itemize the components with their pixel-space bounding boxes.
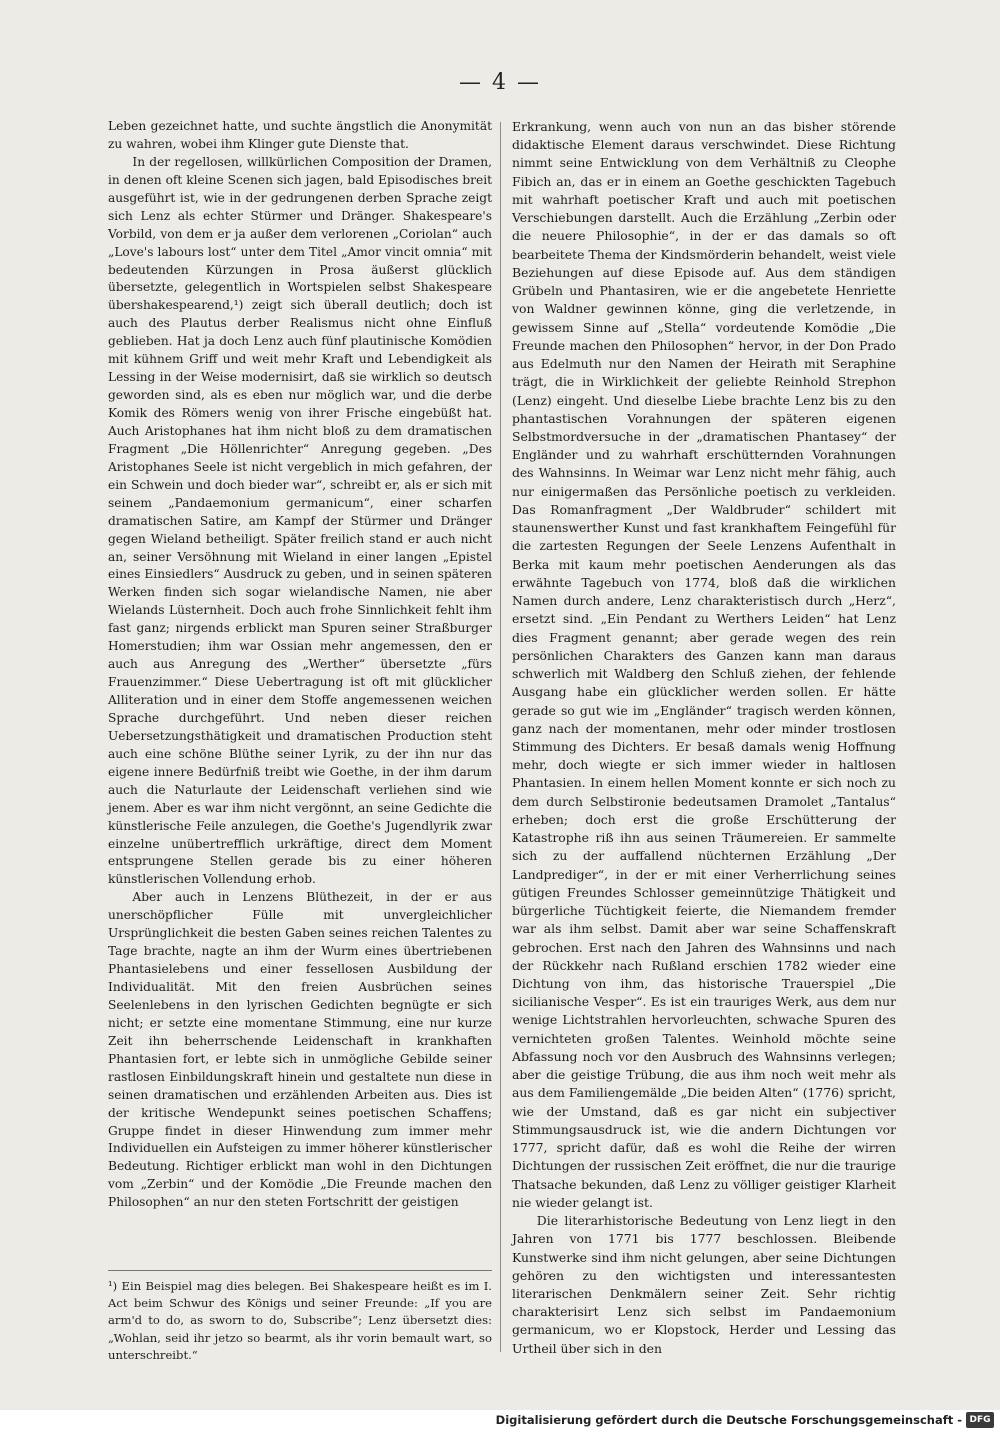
left-column (108, 118, 492, 1212)
paragraph: Die literarhistorische Bedeutung von Lenz liegt in den Jahren von 1771 bis 1777 beschlossen. Bleibende Kunstwerke sind ihm nicht gelungen, aber seine Dichtungen gehören zu den wichtigsten und interessantesten literarischen Denkmälern seiner Zeit. Sehr richtig charakterisirt Lenz sich selbst im Pandaemonium germanicum, wo er Klopstock, Herder und Lessing das Urtheil über sich in den (512, 1213, 896, 1356)
paragraph: Leben gezeichnet hatte, und suchte ängstlich die Anonymität zu wahren, wobei ihm Klinger gute Dienste that. (108, 119, 492, 151)
paragraph: Erkrankung, wenn auch von nun an das bisher störende didaktische Element daraus verschwindet. Diese Richtung nimmt seine Entwicklung von dem Verhältniß zu Cleophe Fibich an, das er in einem an Goethe geschickten Tagebuch mit wahrhaft poetischer Kraft und auch mit poetischen Verschiebungen darstellt. Auch die Erzählung „Zerbin oder die neuere Philosophie“, in der er das damals so oft bearbeitete Thema der Kindsmörderin behandelt, weist viele Beziehungen auf diese Episode auf. Aus dem ständigen Grübeln und Phantasiren, wie er die angebetete Henriette von Waldner gewinnen könne, ging die verletzende, in gewissem Sinne auf „Stella“ vordeutende Komödie „Die Freunde machen den Philosophen“ hervor, in der Don Prado aus Edelmuth nur den Namen der Heirath mit Seraphine trägt, die in Wirklichkeit der geliebte Reinhold Strephon (Lenz) eingeht. Und dieselbe Liebe brachte Lenz bis zu den phantastischen Vorahnungen der späteren eigenen Selbstmordversuche in der „dramatischen Phantasey“ der Engländer und zu wahrhaft erschütternden Vorahnungen des Wahnsinns. In Weimar war Lenz nicht mehr fähig, auch nur einigermaßen das Persönliche poetisch zu verkleiden. Das Romanfragment „Der Waldbruder“ schildert mit staunenswerther Kunst und fast krankhaftem Feingefühl für die zartesten Regungen der Seele Lenzens Aufenthalt in Berka mit kaum mehr poetischen Aenderungen als das erwähnte Tagebuch von 1774, bloß daß die wirklichen Namen durch andere, Lenz charakteristisch durch „Herz“, ersetzt sind. „Ein Pendant zu Werthers Leiden“ hat Lenz dies Fragment genannt; aber gerade wegen des rein persönlichen Charakters des Ganzen kann man daraus schwerlich mit Waldberg den Schluß ziehen, der fehlende Ausgang habe ein glücklicher werden sollen. Er hätte gerade so gut wie im „Engländer“ tragisch werden können, ganz nach der momentanen, mehr oder minder trostlosen Stimmung des Dichters. Er besaß damals wenig Hoffnung mehr, doch wiegte er sich immer wieder in haltlosen Phantasien. In einem hellen Moment konnte er sich noch zu dem durch Selbstironie bedeutsamen Dramolet „Tantalus“ erheben; doch erst die große Erschütterung der Katastrophe riß ihn aus seinen Träumereien. Er sammelte sich zu der auffallend nüchternen Erzählung „Der Landprediger“, in der er mit einer Verherrlichung seines gütigen Freundes Schlosser gemeinnützige Thätigkeit und bürgerliche Tüchtigkeit feierte, die Niemandem fremder war als ihm selbst. Damit aber war seine Schaffenskraft gebrochen. Erst nach den Jahren des Wahnsinns und nach der Rückkehr nach Rußland erschien 1782 wieder eine Dichtung von ihm, das historische Trauerspiel „Die sicilianische Vesper“. Es ist ein trauriges Werk, aus dem nur wenige Lichtstrahlen hervorleuchten, schwache Spuren des vernichteten großen Talentes. Weinhold möchte seine Abfassung noch vor den Ausbruch des Wahnsinns verlegen; aber die geistige Trübung, die aus ihm noch weit mehr als aus dem Familiengemälde „Die beiden Alten“ (1776) spricht, wie der Umstand, daß es gar nicht ein subjectiver Stimmungsausdruck ist, wie die andern Dichtungen vor 1777, spricht dafür, daß es wohl die Reihe der wirren Dichtungen der russischen Zeit eröffnet, die nur die traurige Thatsache bekunden, daß Lenz zu völliger geistiger Klarheit nie wieder gelangt ist. (512, 119, 896, 1210)
column-divider (500, 122, 501, 1352)
footer-bar (0, 1410, 1000, 1432)
paragraph: In der regellosen, willkürlichen Composition der Dramen, in denen oft kleine Scenen sich jagen, bald Episodisches breit ausgeführt ist, wie in der gedrungenen derben Sprache zeigt sich Lenz als echter Stürmer und Dränger. Shakespeare's Vorbild, von dem er ja außer dem verlorenen „Coriolan“ auch „Love's labours lost“ unter dem Titel „Amor vincit omnia“ mit bedeutenden Kürzungen in Prosa äußerst glücklich übersetzte, gelegentlich in Wortspielen selbst Shakespeare übershakespearend,¹) zeigt sich überall deutlich; doch ist auch des Plautus derber Realismus nicht ohne Einfluß geblieben. Hat ja doch Lenz auch fünf plautinische Komödien mit kühnem Griff und weit mehr Kraft und Lebendigkeit als Lessing in der Weise modernisirt, daß sie wirklich so deutsch geworden sind, als es eben nur möglich war, und die derbe Komik des Römers wenig von ihrer Frische eingebüßt hat. Auch Aristophanes hat ihm nicht bloß zu dem dramatischen Fragment „Die Höllenrichter“ Anregung gegeben. „Des Aristophanes Seele ist nicht vergeblich in mich gefahren, der ein Schwein und doch bieder war“, schreibt er, als er sich mit seinem „Pandaemonium germanicum“, einer scharfen dramatischen Satire, am Kampf der Stürmer und Dränger gegen Wieland betheiligt. Später freilich stand er auch nicht an, seiner Versöhnung mit Wieland in einer langen „Epistel eines Einsiedlers“ Ausdruck zu geben, und in seinen späteren Werken finden sich sogar wielandische Namen, nie aber Wielands Lüsternheit. Doch auch frohe Sinnlichkeit fehlt ihm fast ganz; nirgends erblickt man Spuren seiner Straßburger Homerstudien; ihm war Ossian mehr angemessen, den er auch aus Anregung des „Werther“ übersetzte „fürs Frauenzimmer.“ Diese Uebertragung ist oft mit glücklicher Alliteration und in einer dem Stoffe angemessenen weichen Sprache durchgeführt. Und neben dieser reichen Uebersetzungsthätigkeit und dramatischen Production steht auch eine schöne Blüthe seiner Lyrik, zu der ihn nur das eigene innere Bedürfniß treibt wie Goethe, in der ihm darum auch die Naturlaute der Leidenschaft verliehen sind wie jenem. Aber es war ihm nicht vergönnt, an seine Gedichte die künstlerische Feile anzulegen, die Goethe's Jugendlyrik zwar einzelne unübertrefflich urkräftige, direct dem Moment entsprungene Stellen gerade bis zu einer höheren künstlerischen Vollendung erhob. (108, 154, 492, 887)
funding-credit: Digitalisierung gefördert durch die Deutsche Forschungsgemeinschaft - (495, 1413, 962, 1427)
right-column (512, 118, 896, 1358)
footnote: ¹) Ein Beispiel mag dies belegen. Bei Shakespeare heißt es im I. Act beim Schwur des Königs und seiner Freunde: „If you are arm'd to do, as sworn to do, Subscribe“; Lenz übersetzt dies: „Wohlan, seid ihr jetzo so bearmt, als ihr vorin bemault wart, so unterschreibt.“ (108, 1279, 492, 1362)
paragraph: Aber auch in Lenzens Blüthezeit, in der er aus unerschöpflicher Fülle mit unvergleichlicher Ursprünglichkeit die besten Gaben seines reichen Talentes zu Tage brachte, nagte an ihm der Wurm eines übertriebenen Phantasielebens und einer fessellosen Ausbildung der Individualität. Mit den freien Ausbrüchen seines Seelenlebens in den lyrischen Gedichten begnügte er sich nicht; er setzte eine momentane Stimmung, eine nur kurze Zeit ihn beherrschende Leidenschaft in krankhaften Phantasien fort, er lebte sich in unmögliche Gebilde seiner rastlosen Einbildungskraft hinein und gestaltete nun diese in seinen dramatischen und erzählenden Arbeiten aus. Dies ist der kritische Wendepunkt seines poetischen Schaffens; Gruppe findet in dieser Hinwendung zum immer mehr Individuellen ein Aufsteigen zu immer höherer künstlerischer Bedeutung. Richtiger erblickt man wohl in den Dichtungen vom „Zerbin“ und der Komödie „Die Freunde machen den Philosophen“ an nur den steten Fortschritt der geistigen (108, 890, 492, 1210)
dfg-logo-icon: DFG (966, 1412, 994, 1428)
footnote-divider (108, 1270, 492, 1271)
page-number: — 4 — (459, 70, 541, 95)
